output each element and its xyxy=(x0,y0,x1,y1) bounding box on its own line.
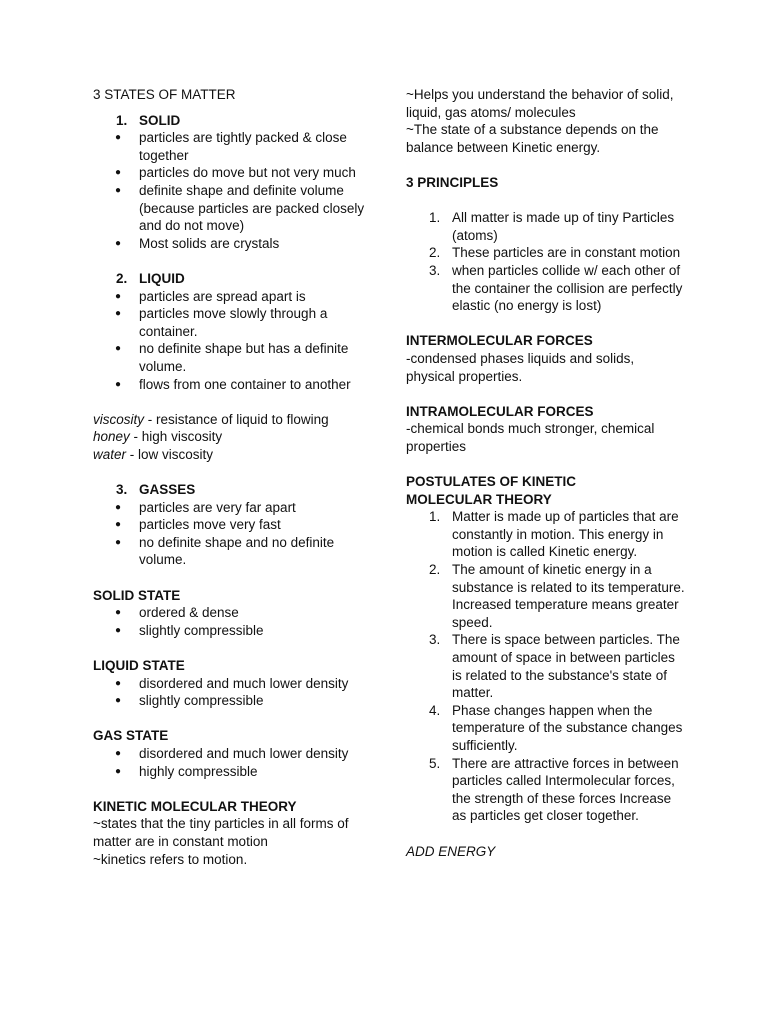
intro-line: ~Helps you understand the behavior of solid, liquid, gas atoms/ molecules xyxy=(406,87,674,120)
viscosity-section xyxy=(93,411,373,464)
gasses-section xyxy=(93,481,373,569)
postulates-section xyxy=(406,473,686,825)
list-item: ● disordered and much lower density xyxy=(93,675,373,693)
left-column xyxy=(93,86,373,868)
intramolecular-heading: INTRAMOLECULAR FORCES xyxy=(406,403,594,419)
water-line: water - low viscosity xyxy=(93,446,214,462)
list-item: ● ordered & dense xyxy=(93,604,373,622)
intro-section xyxy=(406,86,686,156)
solid-state-heading: SOLID STATE xyxy=(93,587,181,603)
document-title: 3 STATES OF MATTER xyxy=(93,87,236,102)
viscosity-line: viscosity - resistance of liquid to flowing xyxy=(93,411,329,427)
list-item: ● no definite shape and no definite volume. xyxy=(93,534,373,569)
list-item: ● disordered and much lower density xyxy=(93,745,373,763)
list-item: 2. These particles are in constant motion xyxy=(429,245,681,261)
list-item: ● particles are very far apart xyxy=(93,499,373,517)
list-item: ● slightly compressible xyxy=(93,622,373,640)
honey-line: honey - high viscosity xyxy=(93,429,223,445)
principles-section xyxy=(406,174,686,315)
right-column xyxy=(406,86,686,860)
list-item: ● particles move very fast xyxy=(93,516,373,534)
intermolecular-heading: INTERMOLECULAR FORCES xyxy=(406,333,593,349)
solid-state-section xyxy=(93,587,373,640)
list-item: 1. Matter is made up of particles that are constantly in motion. This energy in motion is called Kinetic energy. xyxy=(429,509,679,560)
list-item: ● particles are tightly packed & close together xyxy=(93,129,373,164)
list-item: 3. There is space between particles. The amount of space in between particles is related to the substance's state of matter. xyxy=(429,632,680,701)
list-item: 3. when particles collide w/ each other of the container the collision are perfectly elastic (no energy is lost) xyxy=(429,262,683,314)
list-item: ● slightly compressible xyxy=(93,692,373,710)
gas-state-heading: GAS STATE xyxy=(93,728,169,744)
list-item: ● particles do move but not very much xyxy=(93,164,373,182)
kmt-section xyxy=(93,798,373,868)
solid-section xyxy=(93,112,373,253)
intramolecular-text: -chemical bonds much stronger, chemical properties xyxy=(406,421,655,454)
gasses-heading: 3. GASSES xyxy=(116,482,196,498)
kmt-line: ~states that the tiny particles in all forms of matter are in constant motion xyxy=(93,816,349,849)
add-energy-label: ADD ENERGY xyxy=(406,843,496,859)
list-item: ● definite shape and definite volume (because particles are packed closely and do not move) xyxy=(93,182,373,235)
list-item: ● particles are spread apart is xyxy=(93,288,373,306)
list-item: ● flows from one container to another xyxy=(93,376,373,394)
list-item: ● Most solids are crystals xyxy=(93,235,373,253)
kmt-heading: KINETIC MOLECULAR THEORY xyxy=(93,798,297,814)
intramolecular-section xyxy=(406,403,686,456)
list-item: ● particles move slowly through a container. xyxy=(93,305,373,340)
liquid-heading: 2. LIQUID xyxy=(116,270,185,286)
intro-line: ~The state of a substance depends on the balance between Kinetic energy. xyxy=(406,122,659,155)
postulates-heading: POSTULATES OF KINETIC MOLECULAR THEORY xyxy=(406,474,577,507)
intermolecular-section xyxy=(406,332,686,385)
liquid-section xyxy=(93,270,373,393)
list-item: 5. There are attractive forces in between particles called Intermolecular forces, the strength of these forces Increase as particles get closer together. xyxy=(429,755,679,824)
list-item: 4. Phase changes happen when the temperature of the substance changes sufficiently. xyxy=(429,702,683,753)
list-item: ● no definite shape but has a definite volume. xyxy=(93,340,373,375)
principles-heading: 3 PRINCIPLES xyxy=(406,174,499,190)
list-item: 1. All matter is made up of tiny Particles (atoms) xyxy=(429,210,675,243)
list-item: 2. The amount of kinetic energy in a substance is related to its temperature. Increased temperature means greater speed. xyxy=(429,562,685,630)
gas-state-section xyxy=(93,727,373,780)
solid-heading: 1. SOLID xyxy=(116,112,181,128)
kmt-line: ~kinetics refers to motion. xyxy=(93,851,248,867)
liquid-state-section xyxy=(93,657,373,710)
intermolecular-text: -condensed phases liquids and solids, physical properties. xyxy=(406,350,635,384)
liquid-state-heading: LIQUID STATE xyxy=(93,658,185,673)
list-item: ● highly compressible xyxy=(93,763,373,781)
